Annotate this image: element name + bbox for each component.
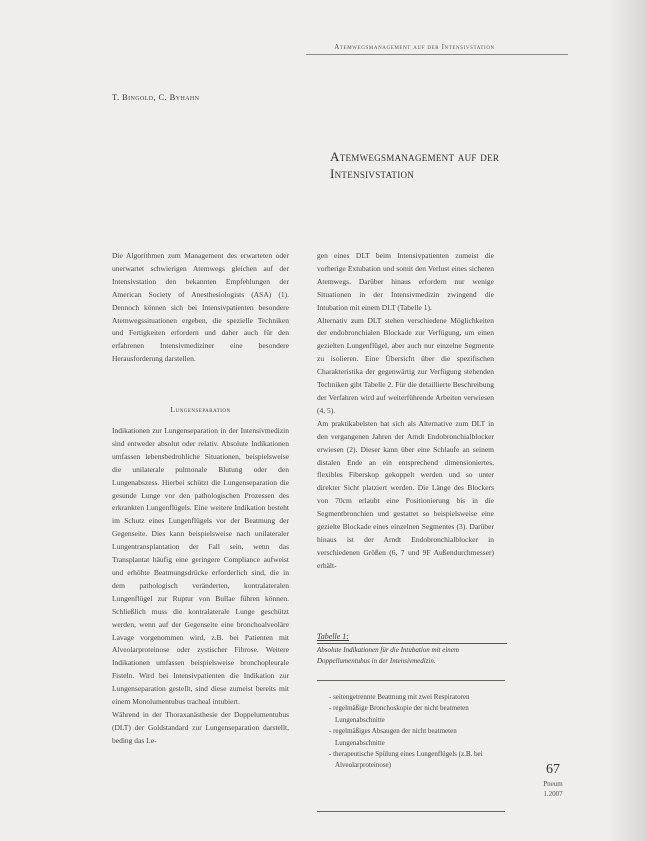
journal-issue: 1.2007 [543,790,563,798]
alternatives-paragraph: Alternativ zum DLT stehen verschiedene Möglichkeiten der endobronchialen Blockade zur Verfügung, um einen gezielten Lungenflügel, aber auch nur einzelne Segmente zu isolieren. Eine Übersicht über die spezifischen Charakteristika der gegenwärtig zur Verfügung stehenden Techniken gibt Tabelle 2. Für die detaillierte Beschreibung der Verfahren wird auf weiterführende Arbeiten verwiesen (4, 5). [317,315,494,415]
title-line-1: Atemwegsmanagement auf der [330,149,500,164]
table-caption: Absolute Indikationen für die Intubation mit einem Doppellumentubus in der Intensivmedizin. [317,646,459,665]
running-head: Atemwegsmanagement auf der Intensivstation [334,43,495,51]
table-list-item: - regelmäßiges Absaugen der nicht beatmeten Lungenabschnitte [329,727,457,747]
table-list-item: - regelmäßige Bronchoskopie der nicht beatmeten Lungenabschnitte [329,704,469,724]
indications-paragraph: Indikationen zur Lungenseparation in der Intensivmedizin sind entweder absolut oder relativ. Absolute Indikationen umfassen lebensbedrohliche Situationen, beispielsweise die unilaterale pulmonale Blutung oder den Lungenabszess. Hierbei schützt die Lungenseparation die gesunde Lunge vor den pathologischen Prozessen des erkrankten Lungenflügels. Eine weitere Indikation besteht im Schutz eines Lungenflügels vor der Beatmung der Gegenseite. Dies kann beispielsweise nach unilateraler Lungentransplantation der Fall sein, wenn das Transplantat häufig eine geringere Compliance aufweist und erhöhte Beatmungsdrücke erforderlich sind, die in dem pathologisch veränderten, kontralateralen Lungenflügel zur Ruptur von Bullae führen können. Schließlich muss die kontralaterale Lunge geschützt werden, wenn auf der Gegenseite eine bronchoalveoläre Lavage vorgenommen wird, z.B. bei Patienten mit Alveolarproteinose oder zystischer Fibrose. Weitere Indikationen umfassen beispielsweise bronchopleurale Fisteln. Wird bei Intensivpatienten die Indikation zur Lungenseparation gestellt, sind diese zumeist bereits mit einem Monolumentubus tracheal intubiert. [112,426,289,707]
arndt-paragraph: Am praktikabelsten hat sich als Alternative zum DLT in den vergangenen Jahren der Arndt Endobronchialblocker erwiesen (2). Dieser kann über eine Schlaufe an seinem distalen Ende an ein entsprechend dimensioniertes, flexibles Fiberskop gekoppelt werden und so unter direkter Sicht platziert werden. Die Länge des Blockers von 70cm erlaubt eine Positionierung bis in die Segmentbronchien und gestattet so beispielsweise eine gezielte Blockade eines einzelnen Segmentes (3). Darüber hinaus ist der Arndt Endobronchialblocker in verschiedenen Größen (6, 7 und 9F Außendurchmesser) erhält- [317,418,494,570]
header-rule [306,54,568,55]
table-list-item: - seitengetrennte Beatmung mit zwei Respiratoren [329,693,470,701]
table-list-item: - therapeutische Spülung eines Lungenflügels (z.B. bei Alveolarproteinose) [329,750,483,770]
title-line-2: Intensivstation [330,166,415,181]
page-edge-shadow [607,0,647,841]
column-right [317,250,494,573]
column-left [112,250,289,366]
intro-paragraph: Die Algorithmen zum Management des erwarteten oder unerwartet schwierigen Atemwegs gleichen auf der Intensivstation den bekannten Empfehlungen der American Society of Anesthesiologists (ASA) (1). Dennoch können sich bei Intensivpatienten besondere Atemwegssituationen ergeben, die spezielle Techniken und Fertigkeiten erfordern und daher auch für den erfahrenen Intensivmediziner eine besondere Herausforderung darstellen. [112,251,289,364]
authors: T. Bingold, C. Byhahn [112,92,200,102]
dlt-paragraph: Während in der Thoraxanästhesie der Doppelumentubus (DLT) der Goldstandard zur Lungenseparation darstellt, beding das Le- [112,709,289,745]
article-title [330,148,530,182]
section-heading: Lungenseparation [170,405,231,414]
table-label-rule [317,643,507,644]
journal-name: Pneum [543,780,563,788]
page-number: 67 [546,762,560,777]
column-left-body [112,425,289,748]
table-label: Tabelle 1: [317,632,349,641]
table-list [329,692,501,772]
dlt-continued-paragraph: gen eines DLT beim Intensivpatienten zumeist die vorherige Extubation und somit den Verlust eines sicheren Atemwegs. Darüber hinaus erfordern nur wenige Situationen in der Intensivmedizin zwingend die Intubation mit einem DLT (Tabelle 1). [317,251,494,312]
